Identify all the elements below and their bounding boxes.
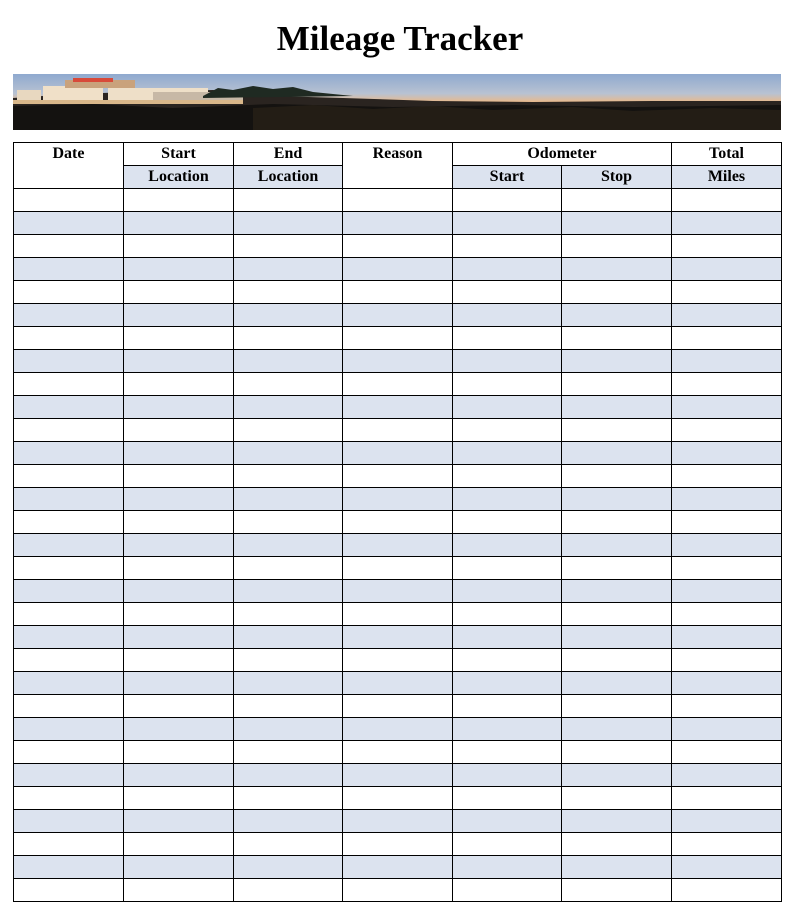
cell-total-miles[interactable] xyxy=(672,833,782,856)
cell-date[interactable] xyxy=(14,856,124,879)
cell-odometer-start[interactable] xyxy=(453,649,562,672)
cell-date[interactable] xyxy=(14,718,124,741)
cell-reason[interactable] xyxy=(343,534,453,557)
cell-odometer-start[interactable] xyxy=(453,879,562,902)
cell-total-miles[interactable] xyxy=(672,465,782,488)
cell-reason[interactable] xyxy=(343,833,453,856)
cell-odometer-start[interactable] xyxy=(453,557,562,580)
cell-end-location[interactable] xyxy=(234,787,343,810)
cell-reason[interactable] xyxy=(343,741,453,764)
cell-odometer-start[interactable] xyxy=(453,856,562,879)
cell-odometer-start[interactable] xyxy=(453,810,562,833)
cell-date[interactable] xyxy=(14,557,124,580)
table-row xyxy=(14,511,782,534)
cell-start-location[interactable] xyxy=(124,672,234,695)
cell-start-location[interactable] xyxy=(124,258,234,281)
cell-odometer-start[interactable] xyxy=(453,534,562,557)
cell-total-miles[interactable] xyxy=(672,695,782,718)
cell-total-miles[interactable] xyxy=(672,488,782,511)
table-row xyxy=(14,350,782,373)
cell-odometer-stop[interactable] xyxy=(562,373,672,396)
cell-total-miles[interactable] xyxy=(672,741,782,764)
cell-start-location[interactable] xyxy=(124,235,234,258)
cell-odometer-stop[interactable] xyxy=(562,488,672,511)
table-row xyxy=(14,557,782,580)
landscape-image xyxy=(13,74,781,130)
cell-total-miles[interactable] xyxy=(672,281,782,304)
cell-total-miles[interactable] xyxy=(672,511,782,534)
cell-date[interactable] xyxy=(14,649,124,672)
cell-reason[interactable] xyxy=(343,488,453,511)
cell-date[interactable] xyxy=(14,327,124,350)
cell-reason[interactable] xyxy=(343,304,453,327)
cell-end-location[interactable] xyxy=(234,258,343,281)
cell-date[interactable] xyxy=(14,189,124,212)
table-row xyxy=(14,626,782,649)
cell-odometer-stop[interactable] xyxy=(562,511,672,534)
cell-reason[interactable] xyxy=(343,419,453,442)
cell-odometer-stop[interactable] xyxy=(562,557,672,580)
table-row xyxy=(14,856,782,879)
table-row xyxy=(14,327,782,350)
cell-reason[interactable] xyxy=(343,695,453,718)
cell-date[interactable] xyxy=(14,833,124,856)
cell-end-location[interactable] xyxy=(234,856,343,879)
cell-total-miles[interactable] xyxy=(672,442,782,465)
table-row xyxy=(14,258,782,281)
header-odometer-start: Start xyxy=(453,166,562,189)
table-row xyxy=(14,304,782,327)
cell-start-location[interactable] xyxy=(124,557,234,580)
cell-end-location[interactable] xyxy=(234,488,343,511)
cell-total-miles[interactable] xyxy=(672,373,782,396)
cell-start-location[interactable] xyxy=(124,856,234,879)
cell-reason[interactable] xyxy=(343,212,453,235)
table-row xyxy=(14,672,782,695)
cell-start-location[interactable] xyxy=(124,465,234,488)
cell-total-miles[interactable] xyxy=(672,396,782,419)
cell-date[interactable] xyxy=(14,488,124,511)
cell-reason[interactable] xyxy=(343,879,453,902)
header-end-location-top: End xyxy=(234,143,343,166)
cell-odometer-stop[interactable] xyxy=(562,235,672,258)
cell-odometer-start[interactable] xyxy=(453,741,562,764)
cell-odometer-stop[interactable] xyxy=(562,396,672,419)
cell-reason[interactable] xyxy=(343,764,453,787)
cell-odometer-stop[interactable] xyxy=(562,580,672,603)
cell-odometer-start[interactable] xyxy=(453,695,562,718)
cell-end-location[interactable] xyxy=(234,189,343,212)
cell-date[interactable] xyxy=(14,672,124,695)
cell-total-miles[interactable] xyxy=(672,534,782,557)
cell-odometer-start[interactable] xyxy=(453,764,562,787)
cell-start-location[interactable] xyxy=(124,419,234,442)
header-odometer: Odometer xyxy=(453,143,672,166)
cell-end-location[interactable] xyxy=(234,396,343,419)
cell-end-location[interactable] xyxy=(234,373,343,396)
cell-odometer-start[interactable] xyxy=(453,235,562,258)
cell-end-location[interactable] xyxy=(234,879,343,902)
cell-odometer-start[interactable] xyxy=(453,419,562,442)
cell-odometer-start[interactable] xyxy=(453,465,562,488)
cell-end-location[interactable] xyxy=(234,327,343,350)
cell-start-location[interactable] xyxy=(124,787,234,810)
cell-odometer-stop[interactable] xyxy=(562,787,672,810)
cell-date[interactable] xyxy=(14,419,124,442)
table-row xyxy=(14,488,782,511)
cell-odometer-stop[interactable] xyxy=(562,764,672,787)
cell-date[interactable] xyxy=(14,695,124,718)
header-total-miles-bottom: Miles xyxy=(672,166,782,189)
cell-end-location[interactable] xyxy=(234,557,343,580)
cell-odometer-stop[interactable] xyxy=(562,672,672,695)
cell-date[interactable] xyxy=(14,741,124,764)
cell-date[interactable] xyxy=(14,787,124,810)
cell-end-location[interactable] xyxy=(234,442,343,465)
cell-reason[interactable] xyxy=(343,557,453,580)
cell-start-location[interactable] xyxy=(124,580,234,603)
cell-date[interactable] xyxy=(14,350,124,373)
table-row xyxy=(14,810,782,833)
cell-total-miles[interactable] xyxy=(672,235,782,258)
cell-total-miles[interactable] xyxy=(672,327,782,350)
cell-date[interactable] xyxy=(14,212,124,235)
page-title: Mileage Tracker xyxy=(276,19,524,58)
cell-odometer-stop[interactable] xyxy=(562,281,672,304)
cell-total-miles[interactable] xyxy=(672,764,782,787)
cell-total-miles[interactable] xyxy=(672,879,782,902)
cell-total-miles[interactable] xyxy=(672,212,782,235)
cell-end-location[interactable] xyxy=(234,603,343,626)
cell-odometer-stop[interactable] xyxy=(562,718,672,741)
table-row xyxy=(14,764,782,787)
cell-end-location[interactable] xyxy=(234,810,343,833)
table-row xyxy=(14,603,782,626)
cell-reason[interactable] xyxy=(343,465,453,488)
table-row xyxy=(14,235,782,258)
cell-end-location[interactable] xyxy=(234,672,343,695)
cell-odometer-start[interactable] xyxy=(453,442,562,465)
cell-total-miles[interactable] xyxy=(672,626,782,649)
cell-start-location[interactable] xyxy=(124,511,234,534)
header-end-location-bottom: Location xyxy=(234,166,343,189)
cell-start-location[interactable] xyxy=(124,741,234,764)
cell-odometer-start[interactable] xyxy=(453,718,562,741)
cell-start-location[interactable] xyxy=(124,281,234,304)
cell-odometer-start[interactable] xyxy=(453,350,562,373)
cell-start-location[interactable] xyxy=(124,327,234,350)
cell-end-location[interactable] xyxy=(234,695,343,718)
cell-odometer-stop[interactable] xyxy=(562,419,672,442)
cell-total-miles[interactable] xyxy=(672,718,782,741)
cell-start-location[interactable] xyxy=(124,603,234,626)
cell-total-miles[interactable] xyxy=(672,304,782,327)
cell-reason[interactable] xyxy=(343,626,453,649)
cell-total-miles[interactable] xyxy=(672,603,782,626)
cell-start-location[interactable] xyxy=(124,304,234,327)
cell-total-miles[interactable] xyxy=(672,672,782,695)
mileage-table xyxy=(13,142,782,902)
cell-reason[interactable] xyxy=(343,442,453,465)
cell-start-location[interactable] xyxy=(124,833,234,856)
cell-reason[interactable] xyxy=(343,350,453,373)
cell-reason[interactable] xyxy=(343,787,453,810)
table-row xyxy=(14,833,782,856)
cell-odometer-start[interactable] xyxy=(453,833,562,856)
cell-odometer-start[interactable] xyxy=(453,281,562,304)
cell-end-location[interactable] xyxy=(234,350,343,373)
cell-odometer-start[interactable] xyxy=(453,626,562,649)
cell-end-location[interactable] xyxy=(234,212,343,235)
cell-odometer-stop[interactable] xyxy=(562,327,672,350)
cell-total-miles[interactable] xyxy=(672,787,782,810)
table-row xyxy=(14,442,782,465)
cell-date[interactable] xyxy=(14,764,124,787)
cell-odometer-stop[interactable] xyxy=(562,626,672,649)
cell-total-miles[interactable] xyxy=(672,189,782,212)
cell-odometer-stop[interactable] xyxy=(562,212,672,235)
table-row xyxy=(14,580,782,603)
cell-odometer-stop[interactable] xyxy=(562,465,672,488)
cell-odometer-stop[interactable] xyxy=(562,350,672,373)
cell-total-miles[interactable] xyxy=(672,419,782,442)
cell-start-location[interactable] xyxy=(124,350,234,373)
table-row xyxy=(14,649,782,672)
table-row xyxy=(14,419,782,442)
table-row xyxy=(14,212,782,235)
cell-end-location[interactable] xyxy=(234,741,343,764)
cell-total-miles[interactable] xyxy=(672,649,782,672)
cell-end-location[interactable] xyxy=(234,281,343,304)
table-row xyxy=(14,741,782,764)
cell-date[interactable] xyxy=(14,580,124,603)
cell-odometer-start[interactable] xyxy=(453,580,562,603)
cell-end-location[interactable] xyxy=(234,465,343,488)
cell-start-location[interactable] xyxy=(124,189,234,212)
table-row xyxy=(14,189,782,212)
cell-date[interactable] xyxy=(14,304,124,327)
cell-end-location[interactable] xyxy=(234,419,343,442)
banner-image xyxy=(13,74,781,130)
header-start-location-top: Start xyxy=(124,143,234,166)
cell-date[interactable] xyxy=(14,879,124,902)
cell-reason[interactable] xyxy=(343,235,453,258)
cell-date[interactable] xyxy=(14,626,124,649)
cell-date[interactable] xyxy=(14,810,124,833)
cell-end-location[interactable] xyxy=(234,649,343,672)
cell-date[interactable] xyxy=(14,511,124,534)
cell-start-location[interactable] xyxy=(124,764,234,787)
cell-reason[interactable] xyxy=(343,856,453,879)
cell-odometer-start[interactable] xyxy=(453,189,562,212)
cell-date[interactable] xyxy=(14,235,124,258)
cell-end-location[interactable] xyxy=(234,534,343,557)
cell-reason[interactable] xyxy=(343,672,453,695)
cell-start-location[interactable] xyxy=(124,649,234,672)
cell-start-location[interactable] xyxy=(124,810,234,833)
table-row xyxy=(14,465,782,488)
cell-odometer-start[interactable] xyxy=(453,258,562,281)
cell-end-location[interactable] xyxy=(234,626,343,649)
table-row xyxy=(14,373,782,396)
cell-odometer-stop[interactable] xyxy=(562,695,672,718)
cell-reason[interactable] xyxy=(343,649,453,672)
cell-odometer-start[interactable] xyxy=(453,373,562,396)
cell-total-miles[interactable] xyxy=(672,557,782,580)
cell-end-location[interactable] xyxy=(234,304,343,327)
cell-reason[interactable] xyxy=(343,189,453,212)
cell-odometer-start[interactable] xyxy=(453,488,562,511)
cell-reason[interactable] xyxy=(343,603,453,626)
cell-odometer-stop[interactable] xyxy=(562,603,672,626)
cell-odometer-start[interactable] xyxy=(453,511,562,534)
cell-odometer-stop[interactable] xyxy=(562,741,672,764)
cell-start-location[interactable] xyxy=(124,373,234,396)
cell-odometer-stop[interactable] xyxy=(562,833,672,856)
table-row xyxy=(14,787,782,810)
cell-reason[interactable] xyxy=(343,327,453,350)
cell-odometer-start[interactable] xyxy=(453,212,562,235)
cell-odometer-start[interactable] xyxy=(453,672,562,695)
cell-odometer-stop[interactable] xyxy=(562,810,672,833)
header-date: Date xyxy=(14,143,124,189)
cell-odometer-start[interactable] xyxy=(453,327,562,350)
cell-odometer-stop[interactable] xyxy=(562,534,672,557)
cell-reason[interactable] xyxy=(343,373,453,396)
cell-date[interactable] xyxy=(14,396,124,419)
cell-start-location[interactable] xyxy=(124,626,234,649)
cell-odometer-start[interactable] xyxy=(453,304,562,327)
cell-end-location[interactable] xyxy=(234,235,343,258)
cell-start-location[interactable] xyxy=(124,442,234,465)
cell-total-miles[interactable] xyxy=(672,810,782,833)
cell-date[interactable] xyxy=(14,258,124,281)
cell-start-location[interactable] xyxy=(124,212,234,235)
cell-reason[interactable] xyxy=(343,281,453,304)
table-body xyxy=(14,189,782,902)
cell-date[interactable] xyxy=(14,603,124,626)
cell-odometer-stop[interactable] xyxy=(562,258,672,281)
table-row xyxy=(14,396,782,419)
cell-odometer-stop[interactable] xyxy=(562,189,672,212)
cell-end-location[interactable] xyxy=(234,833,343,856)
cell-odometer-stop[interactable] xyxy=(562,304,672,327)
cell-reason[interactable] xyxy=(343,396,453,419)
table-row xyxy=(14,879,782,902)
cell-odometer-stop[interactable] xyxy=(562,442,672,465)
cell-date[interactable] xyxy=(14,281,124,304)
cell-start-location[interactable] xyxy=(124,534,234,557)
cell-odometer-start[interactable] xyxy=(453,603,562,626)
cell-date[interactable] xyxy=(14,534,124,557)
table-row xyxy=(14,695,782,718)
cell-date[interactable] xyxy=(14,465,124,488)
cell-odometer-stop[interactable] xyxy=(562,856,672,879)
cell-start-location[interactable] xyxy=(124,718,234,741)
cell-total-miles[interactable] xyxy=(672,258,782,281)
cell-odometer-start[interactable] xyxy=(453,396,562,419)
cell-start-location[interactable] xyxy=(124,879,234,902)
table-row xyxy=(14,281,782,304)
header-total-miles-top: Total xyxy=(672,143,782,166)
cell-reason[interactable] xyxy=(343,580,453,603)
header-reason: Reason xyxy=(343,143,453,189)
cell-odometer-stop[interactable] xyxy=(562,649,672,672)
cell-end-location[interactable] xyxy=(234,511,343,534)
cell-date[interactable] xyxy=(14,442,124,465)
cell-reason[interactable] xyxy=(343,258,453,281)
cell-end-location[interactable] xyxy=(234,764,343,787)
cell-total-miles[interactable] xyxy=(672,856,782,879)
cell-odometer-stop[interactable] xyxy=(562,879,672,902)
header-odometer-stop: Stop xyxy=(562,166,672,189)
cell-end-location[interactable] xyxy=(234,580,343,603)
cell-reason[interactable] xyxy=(343,511,453,534)
cell-start-location[interactable] xyxy=(124,488,234,511)
cell-total-miles[interactable] xyxy=(672,350,782,373)
cell-start-location[interactable] xyxy=(124,396,234,419)
cell-reason[interactable] xyxy=(343,810,453,833)
header-start-location-bottom: Location xyxy=(124,166,234,189)
cell-total-miles[interactable] xyxy=(672,580,782,603)
cell-end-location[interactable] xyxy=(234,718,343,741)
cell-date[interactable] xyxy=(14,373,124,396)
cell-reason[interactable] xyxy=(343,718,453,741)
cell-odometer-start[interactable] xyxy=(453,787,562,810)
table-row xyxy=(14,534,782,557)
cell-start-location[interactable] xyxy=(124,695,234,718)
table-row xyxy=(14,718,782,741)
